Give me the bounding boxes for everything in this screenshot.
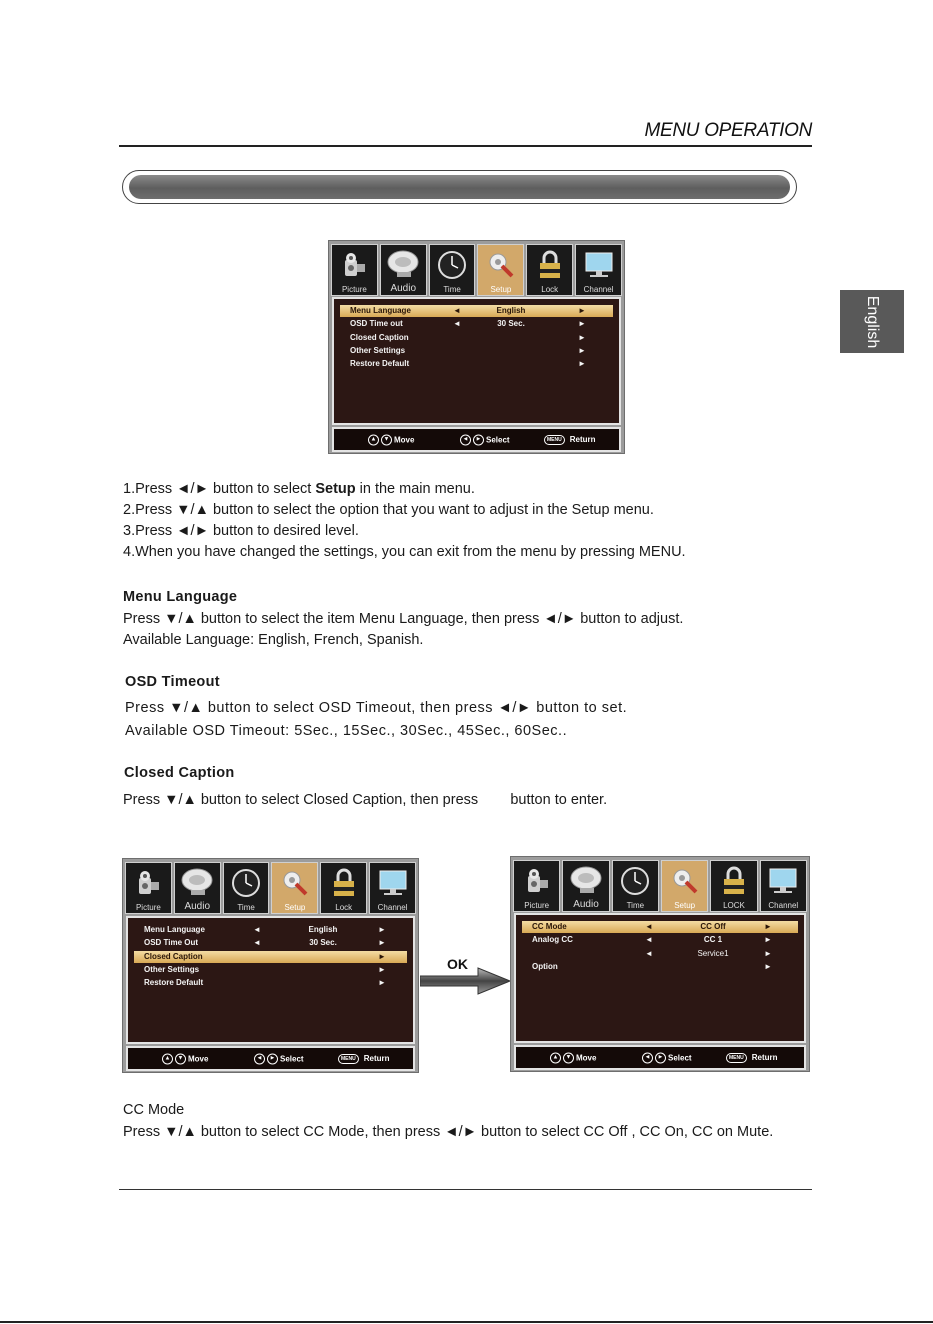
language-side-tab — [840, 290, 904, 353]
cc-mode-heading: CC Mode — [123, 1102, 185, 1118]
monitor-icon — [761, 866, 806, 901]
tab-label: Time — [237, 903, 255, 912]
right-arrow-icon: ► — [378, 964, 386, 974]
menu-item-label: Restore Default — [144, 978, 204, 988]
osd-timeout-line-2: Available OSD Timeout: 5Sec., 15Sec., 30Sec., 45Sec., 60Sec.. — [125, 723, 568, 739]
menu-item-label: Other Settings — [350, 345, 406, 355]
menu-language-line-2: Available Language: English, French, Spanish. — [123, 632, 424, 648]
tab-picture[interactable] — [331, 244, 378, 296]
footer-move: ▲ ▼ Move — [162, 1053, 208, 1064]
right-arrow-icon: ► — [578, 319, 586, 329]
closed-caption-heading: Closed Caption — [124, 765, 235, 781]
tab-time[interactable] — [429, 244, 476, 296]
right-arrow-icon: ► — [578, 345, 586, 355]
down-icon: ▼ — [381, 434, 392, 445]
menu-item[interactable] — [522, 921, 798, 933]
tab-audio[interactable] — [174, 862, 221, 914]
osd-menu-panel — [126, 916, 415, 1044]
tab-time[interactable] — [223, 862, 270, 914]
menu-item[interactable] — [522, 948, 798, 960]
tab-channel[interactable] — [575, 244, 622, 296]
tab-label: Audio — [184, 901, 211, 912]
osd-footer — [514, 1045, 806, 1070]
up-icon: ▲ — [550, 1052, 561, 1063]
tab-label: Setup — [490, 285, 512, 294]
osd-setup-screen — [328, 240, 625, 454]
left-arrow-icon: ◄ — [453, 306, 461, 315]
right-arrow-icon: ► — [764, 961, 772, 971]
footer-select: ◄ ► Select — [642, 1052, 692, 1063]
menu-item-value: CC Off — [700, 922, 726, 931]
tab-label: Time — [443, 285, 461, 294]
left-arrow-icon: ◄ — [253, 938, 261, 948]
tab-setup[interactable] — [271, 862, 318, 914]
step-1: 1.Press ◄/► button to select Setup in the main menu. — [123, 481, 475, 497]
osd-timeout-heading: OSD Timeout — [125, 674, 220, 690]
menu-item[interactable] — [134, 977, 407, 989]
tab-audio[interactable] — [380, 244, 427, 296]
header-title: MENU OPERATION — [644, 120, 812, 141]
clock-icon — [613, 866, 658, 901]
menu-item[interactable] — [340, 332, 613, 344]
tab-lock[interactable] — [320, 862, 367, 914]
right-arrow-icon: ► — [378, 978, 386, 988]
lock-icon — [527, 250, 572, 285]
menu-item[interactable] — [340, 318, 613, 330]
up-icon: ▲ — [368, 434, 379, 445]
right-arrow-icon: ► — [764, 922, 772, 931]
footer-return: MENU Return — [726, 1053, 778, 1063]
footer-return: MENU Return — [544, 435, 596, 445]
tab-picture[interactable] — [513, 860, 560, 912]
osd-footer — [126, 1046, 415, 1071]
menu-item-label: Closed Caption — [350, 332, 409, 342]
clock-icon — [224, 868, 269, 903]
menu-item-value: 30 Sec. — [497, 319, 525, 329]
right-arrow-icon: ► — [378, 951, 386, 961]
tab-label: Channel — [377, 903, 408, 912]
left-arrow-icon: ◄ — [645, 935, 653, 945]
tools-icon — [662, 866, 707, 901]
menu-item-value: CC 1 — [703, 935, 723, 945]
camera-icon — [514, 866, 559, 901]
cc-mode-text: Press ▼/▲ button to select CC Mode, then press ◄/► button to select CC Off , CC On, CC on Mute. — [123, 1124, 774, 1140]
osd-footer — [332, 427, 621, 452]
menu-item[interactable] — [340, 305, 613, 317]
menu-item-label: CC Mode — [532, 922, 567, 931]
tab-label: Audio — [390, 283, 417, 294]
tab-lock[interactable] — [710, 860, 757, 912]
menu-item-label: Menu Language — [350, 306, 411, 315]
tab-channel[interactable] — [760, 860, 807, 912]
tab-picture[interactable] — [125, 862, 172, 914]
menu-item-value: Service1 — [697, 948, 729, 958]
speaker-icon — [563, 866, 608, 901]
footer-rule — [119, 1189, 812, 1190]
menu-item[interactable] — [134, 937, 407, 949]
left-icon: ◄ — [460, 434, 471, 445]
menu-language-text — [123, 609, 683, 651]
tab-label: Audio — [573, 899, 599, 910]
left-icon: ◄ — [642, 1052, 653, 1063]
right-arrow-icon: ► — [378, 925, 386, 934]
left-arrow-icon: ◄ — [645, 922, 653, 931]
left-icon: ◄ — [254, 1053, 265, 1064]
menu-item[interactable] — [522, 961, 798, 973]
menu-item[interactable] — [134, 951, 407, 963]
osd-timeout-text — [125, 697, 627, 743]
tab-label: LOCK — [723, 901, 745, 910]
tab-audio[interactable] — [562, 860, 609, 912]
step-4: 4.When you have changed the settings, you can exit from the menu by pressing MENU. — [123, 544, 686, 560]
tab-label: Time — [626, 901, 645, 910]
footer-select: ◄ ► Select — [460, 434, 510, 445]
osd-closed-caption-screen — [510, 856, 810, 1072]
osd-setup-screen-closed-caption — [122, 858, 419, 1073]
menu-item-value: English — [308, 925, 338, 934]
menu-item-value: 30 Sec. — [309, 938, 337, 948]
page-bottom-rule — [0, 1321, 933, 1323]
menu-item[interactable] — [134, 924, 407, 936]
tab-label: Lock — [335, 903, 353, 912]
menu-key-icon: MENU — [338, 1054, 359, 1064]
tab-setup[interactable] — [477, 244, 524, 296]
left-arrow-icon: ◄ — [645, 948, 653, 958]
camera-icon — [126, 868, 171, 903]
tab-label: Picture — [341, 285, 367, 294]
monitor-icon — [576, 250, 621, 285]
closed-caption-text: Press ▼/▲ button to select Closed Caption, then press button to enter. — [123, 792, 608, 808]
menu-item-label: Restore Default — [350, 359, 410, 369]
up-icon: ▲ — [162, 1053, 173, 1064]
right-arrow-icon: ► — [578, 332, 586, 342]
ok-arrow-icon — [420, 966, 512, 998]
left-arrow-icon: ◄ — [453, 319, 461, 329]
tab-label: Picture — [524, 901, 550, 910]
down-icon: ▼ — [175, 1053, 186, 1064]
step-2: 2.Press ▼/▲ button to select the option that you want to adjust in the Setup menu. — [123, 502, 654, 518]
menu-item-label: Menu Language — [144, 925, 205, 934]
right-icon: ► — [267, 1053, 278, 1064]
tab-setup[interactable] — [661, 860, 708, 912]
camera-icon — [332, 250, 377, 285]
footer-select: ◄ ► Select — [254, 1053, 304, 1064]
monitor-icon — [370, 868, 415, 903]
language-side-tab-label: English — [864, 295, 881, 348]
step-3: 3.Press ◄/► button to desired level. — [123, 523, 359, 539]
tab-lock[interactable] — [526, 244, 573, 296]
menu-item-label: Analog CC — [532, 935, 573, 945]
menu-key-icon: MENU — [544, 435, 565, 445]
menu-language-heading: Menu Language — [123, 589, 238, 605]
osd-timeout-line-1: Press ▼/▲ button to select OSD Timeout, then press ◄/► button to set. — [125, 700, 628, 716]
instruction-steps — [123, 479, 686, 563]
section-banner — [122, 170, 797, 204]
footer-move: ▲ ▼ Move — [368, 434, 414, 445]
header-rule — [119, 145, 812, 147]
tab-label: Lock — [541, 285, 559, 294]
tab-label: Picture — [135, 903, 161, 912]
down-icon: ▼ — [563, 1052, 574, 1063]
menu-item-label: Other Settings — [144, 964, 200, 974]
tab-time[interactable] — [612, 860, 659, 912]
footer-return: MENU Return — [338, 1054, 390, 1064]
tab-label: Setup — [674, 901, 696, 910]
lock-icon — [711, 866, 756, 901]
menu-key-icon: MENU — [726, 1053, 747, 1063]
menu-item-value: English — [496, 306, 526, 315]
tab-label: Setup — [284, 903, 306, 912]
menu-item[interactable] — [340, 358, 613, 370]
ok-label: OK — [447, 956, 468, 972]
lock-icon — [321, 868, 366, 903]
tools-icon — [478, 250, 523, 285]
clock-icon — [430, 250, 475, 285]
tools-icon — [272, 868, 317, 903]
menu-item-label: OSD Time Out — [144, 938, 199, 948]
right-arrow-icon: ► — [578, 359, 586, 369]
osd-menu-panel — [332, 297, 621, 425]
menu-item[interactable] — [522, 934, 798, 946]
right-icon: ► — [655, 1052, 666, 1063]
speaker-icon — [381, 250, 426, 285]
menu-item-label: Closed Caption — [144, 951, 203, 961]
left-arrow-icon: ◄ — [253, 925, 261, 934]
tab-label: Channel — [768, 901, 799, 910]
right-icon: ► — [473, 434, 484, 445]
footer-move: ▲ ▼ Move — [550, 1052, 596, 1063]
right-arrow-icon: ► — [764, 948, 772, 958]
right-arrow-icon: ► — [764, 935, 772, 945]
tab-channel[interactable] — [369, 862, 416, 914]
menu-item-label: OSD Time out — [350, 319, 403, 329]
menu-item[interactable] — [134, 964, 407, 976]
osd-menu-panel — [514, 913, 806, 1043]
menu-item-label: Option — [532, 961, 558, 971]
menu-language-line-1: Press ▼/▲ button to select the item Menu Language, then press ◄/► button to adjust. — [123, 611, 684, 627]
right-arrow-icon: ► — [578, 306, 586, 315]
tab-label: Channel — [583, 285, 614, 294]
right-arrow-icon: ► — [378, 938, 386, 948]
menu-item[interactable] — [340, 345, 613, 357]
speaker-icon — [175, 868, 220, 903]
